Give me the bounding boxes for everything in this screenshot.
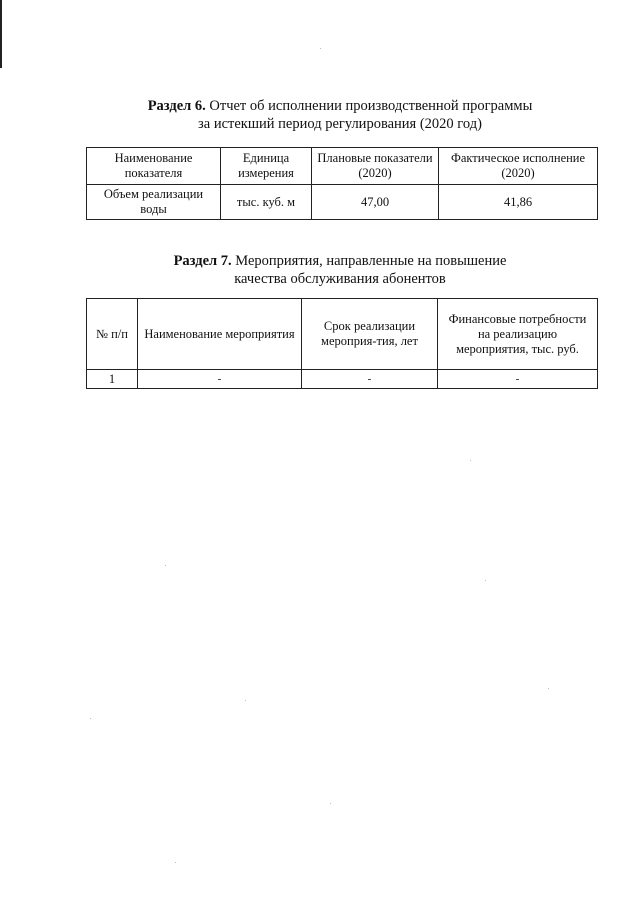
- header-cell: Наименование показателя: [87, 148, 221, 185]
- scan-speck: [485, 580, 486, 581]
- scan-speck: [330, 803, 331, 804]
- section6-title-line2: за истекший период регулирования (2020 год): [198, 116, 482, 132]
- table-cell: Объем реализации воды: [87, 185, 221, 220]
- table-cell: 1: [87, 370, 138, 389]
- section7-label: Раздел 7.: [173, 253, 232, 269]
- header-cell: Фактическое исполнение (2020): [439, 148, 598, 185]
- scan-speck: [165, 565, 166, 566]
- table-cell: -: [438, 370, 598, 389]
- header-cell: Наименование мероприятия: [138, 299, 302, 370]
- table-cell: тыс. куб. м: [221, 185, 312, 220]
- table-cell: -: [302, 370, 438, 389]
- section6-label: Раздел 6.: [147, 98, 206, 114]
- header-cell: Плановые показатели (2020): [312, 148, 439, 185]
- header-cell: Финансовые потребности на реализацию мероприятия, тыс. руб.: [438, 299, 598, 370]
- table-cell: 41,86: [439, 185, 598, 220]
- section6-title: Отчет об исполнении производственной программы: [209, 98, 533, 114]
- table-cell: -: [138, 370, 302, 389]
- page-edge-mark: [0, 0, 2, 68]
- scan-speck: [470, 460, 471, 461]
- scan-speck: [90, 718, 91, 719]
- scan-speck: [548, 688, 549, 689]
- table-row: [87, 370, 598, 389]
- section6-table: [86, 147, 598, 220]
- table-header-row: [87, 148, 598, 185]
- header-cell: Единица измерения: [221, 148, 312, 185]
- table-cell: 47,00: [312, 185, 439, 220]
- scan-speck: [320, 48, 321, 49]
- table-header-row: [87, 299, 598, 370]
- table-row: [87, 185, 598, 220]
- header-cell: № п/п: [87, 299, 138, 370]
- scan-speck: [175, 862, 176, 863]
- section6-heading: [60, 97, 620, 133]
- section7-title-line2: качества обслуживания абонентов: [234, 271, 446, 287]
- section7-table: [86, 298, 598, 389]
- scan-speck: [245, 700, 246, 701]
- header-cell: Срок реализации мероприя-тия, лет: [302, 299, 438, 370]
- section7-heading: [60, 252, 620, 288]
- section7-title: Мероприятия, направленные на повышение: [235, 253, 507, 269]
